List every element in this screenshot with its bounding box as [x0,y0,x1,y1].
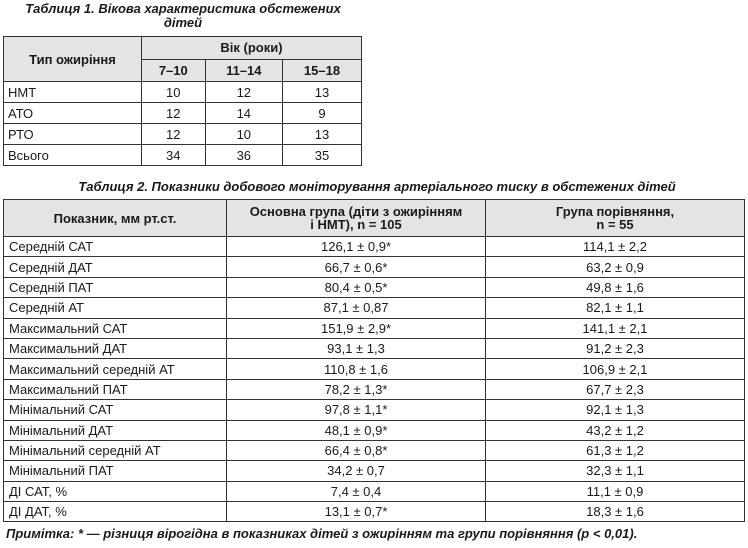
main-group-value: 66,4 ± 0,8* [227,440,486,460]
row-label: ДІ САТ, % [4,481,227,501]
comparison-value: 91,2 ± 2,3 [486,338,745,358]
table-row [4,298,745,318]
blood-pressure-table [3,199,745,522]
cell-value: 13 [283,82,362,103]
comparison-value: 61,3 ± 1,2 [486,440,745,460]
table-row [4,461,745,481]
row-label: Середній ДАТ [4,257,227,277]
row-label: Всього [4,145,142,166]
table-row [4,379,745,399]
comparison-value: 141,1 ± 2,1 [486,318,745,338]
comparison-value: 18,3 ± 1,6 [486,502,745,522]
row-label: Максимальний середній АТ [4,359,227,379]
age-group-header: 7–10 [142,59,206,82]
main-group-value: 80,4 ± 0,5* [227,277,486,297]
cell-value: 12 [205,82,282,103]
row-label: Середній ПАТ [4,277,227,297]
main-group-value: 151,9 ± 2,9* [227,318,486,338]
table-row [4,145,362,166]
table-row [4,338,745,358]
row-label: НМТ [4,82,142,103]
table-row [4,103,362,124]
table-row [4,318,745,338]
main-group-value: 48,1 ± 0,9* [227,420,486,440]
main-group-value: 66,7 ± 0,6* [227,257,486,277]
row-label: Середній АТ [4,298,227,318]
table2-caption: Таблиця 2. Показники добового моніторування артеріального тиску в обстежених дітей [78,179,676,194]
cell-value: 12 [142,124,206,145]
header-obesity-type: Тип ожиріння [4,37,142,82]
header-main-group [227,200,486,237]
main-group-value: 126,1 ± 0,9* [227,237,486,257]
row-label: Мінімальний САТ [4,400,227,420]
cell-value: 34 [142,145,206,166]
cell-value: 13 [283,124,362,145]
main-group-value: 13,1 ± 0,7* [227,502,486,522]
cell-value: 10 [142,82,206,103]
comparison-value: 49,8 ± 1,6 [486,277,745,297]
table-row [4,440,745,460]
main-group-value: 93,1 ± 1,3 [227,338,486,358]
table-row [4,359,745,379]
row-label: РТО [4,124,142,145]
age-group-header: 11–14 [205,59,282,82]
cell-value: 35 [283,145,362,166]
main-group-value: 78,2 ± 1,3* [227,379,486,399]
comparison-value: 106,9 ± 2,1 [486,359,745,379]
cell-value: 12 [142,103,206,124]
table-row [4,502,745,522]
footnote: Примітка: * — різниця вірогідна в показниках дітей з ожирінням та групи порівняння (р < 0,01). [6,526,638,541]
cell-value: 9 [283,103,362,124]
comparison-value: 43,2 ± 1,2 [486,420,745,440]
header-compare-line2: n = 55 [596,217,634,232]
main-group-value: 97,8 ± 1,1* [227,400,486,420]
row-label: Максимальний ДАТ [4,338,227,358]
comparison-value: 32,3 ± 1,1 [486,461,745,481]
main-group-value: 7,4 ± 0,4 [227,481,486,501]
header-comparison-group [486,200,745,237]
row-label: Середній САТ [4,237,227,257]
table-row [4,82,362,103]
comparison-value: 67,7 ± 2,3 [486,379,745,399]
row-label: АТО [4,103,142,124]
table-row [4,237,745,257]
header-compare-line1: Група порівняння, [555,204,675,219]
row-label: Максимальний САТ [4,318,227,338]
table-row [4,257,745,277]
row-label: ДІ ДАТ, % [4,502,227,522]
table-row [4,400,745,420]
row-label: Мінімальний ДАТ [4,420,227,440]
header-indicator: Показник, мм рт.ст. [4,200,227,237]
table-row [4,124,362,145]
row-label: Максимальний ПАТ [4,379,227,399]
comparison-value: 92,1 ± 1,3 [486,400,745,420]
age-table [3,36,362,166]
header-age: Вік (роки) [142,37,362,60]
row-label: Мінімальний ПАТ [4,461,227,481]
header-main-line2: і НМТ), n = 105 [310,217,402,232]
age-group-header: 15–18 [283,59,362,82]
table-row [4,277,745,297]
comparison-value: 63,2 ± 0,9 [486,257,745,277]
cell-value: 36 [205,145,282,166]
comparison-value: 82,1 ± 1,1 [486,298,745,318]
main-group-value: 110,8 ± 1,6 [227,359,486,379]
main-group-value: 34,2 ± 0,7 [227,461,486,481]
comparison-value: 11,1 ± 0,9 [486,481,745,501]
table-row [4,420,745,440]
row-label: Мінімальний середній АТ [4,440,227,460]
comparison-value: 114,1 ± 2,2 [486,237,745,257]
cell-value: 10 [205,124,282,145]
table-row [4,481,745,501]
cell-value: 14 [205,103,282,124]
table1-caption: Таблиця 1. Вікова характеристика обстежених дітей [25,1,341,30]
main-group-value: 87,1 ± 0,87 [227,298,486,318]
header-main-line1: Основна група (діти з ожирінням [249,204,463,219]
